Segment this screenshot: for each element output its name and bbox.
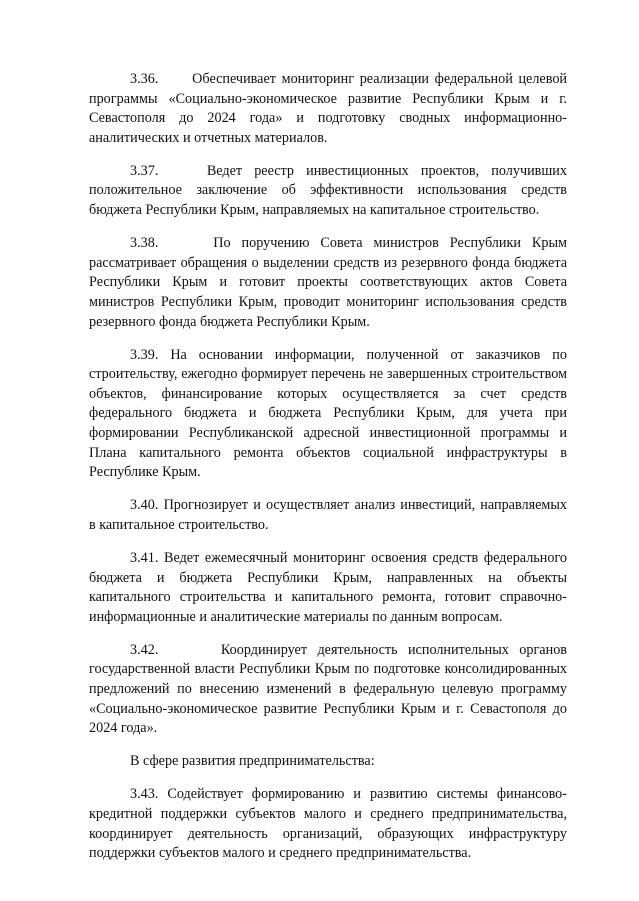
paragraph-text: На основании информации, полученной от заказчиков по строительству, ежегодно формирует перечень не завершенных строительством объектов, финансирование которых осуществляется за счет средств федерального бюджета и бюджета Республики Крым, для учета при формировании Республиканской адресной инвестиционной программы и Плана капитального ремонта объектов социальной инфраструктуры в Республике Крым. xyxy=(89,346,567,481)
paragraph-text: Обеспечивает мониторинг реализации федеральной целевой программы «Социально-экономическое развитие Республики Крым и г. Севастополя до 2024 года» и подготовку сводных информационно-аналитических и отчетных материалов. xyxy=(89,71,568,146)
paragraph-3-38 xyxy=(89,234,567,332)
paragraph-text: Ведет ежемесячный мониторинг освоения средств федерального бюджета и бюджета Республики Крым, направленных на объекты капитального строительства и капитального ремонта, готовит справочно-информационные и аналитические материалы по данным вопросам. xyxy=(89,549,568,625)
paragraph-3-37 xyxy=(89,162,567,221)
paragraph-number: 3.39. xyxy=(130,346,159,363)
paragraph-number: 3.43. xyxy=(130,786,159,803)
paragraph-number: 3.42. xyxy=(130,641,159,658)
paragraph-3-43 xyxy=(89,785,567,863)
paragraph-number: 3.36. xyxy=(130,71,159,87)
paragraph-3-40 xyxy=(89,496,567,535)
paragraph-3-39 xyxy=(89,346,567,483)
document-body xyxy=(89,70,567,877)
section-heading: В сфере развития предпринимательства: xyxy=(130,753,375,770)
paragraph-number: 3.40. xyxy=(130,497,159,514)
paragraph-number: 3.41. xyxy=(130,549,159,566)
paragraph-3-42 xyxy=(89,641,567,739)
paragraph-3-41 xyxy=(89,549,567,627)
paragraph-text: Прогнозирует и осуществляет анализ инвестиций, направляемых в капитальное строительство. xyxy=(89,497,567,533)
paragraph-3-36 xyxy=(89,70,567,148)
paragraph-text: По поручению Совета министров Республики Крым рассматривает обращения о выделении средств из резервного фонда бюджета Республики Крым и готовит проекты соответствующих актов Совета министров Республики Крым, проводит мониторинг использования средств резервного фонда бюджета Республики Крым. xyxy=(89,235,567,330)
paragraph-number: 3.38. xyxy=(130,235,159,252)
paragraph-number: 3.37. xyxy=(130,162,159,179)
paragraph-text: Координирует деятельность исполнительных органов государственной власти Республики Крым по подготовке консолидированных предложений по внесению изменений в федеральную целевую программу «Социально-экономическое развитие Республики Крым и г. Севастополя до 2024 года». xyxy=(89,641,567,737)
paragraph-text: Ведет реестр инвестиционных проектов, получивших положительное заключение об эффективности использования средств бюджета Республики Крым, направляемых на капитальное строительство. xyxy=(89,162,567,219)
paragraph-text: Содействует формированию и развитию системы финансово-кредитной поддержки субъектов малого и среднего предпринимательства, координирует деятельность организаций, образующих инфраструктуру поддержки субъектов малого и среднего предпринимательства. xyxy=(89,786,567,862)
